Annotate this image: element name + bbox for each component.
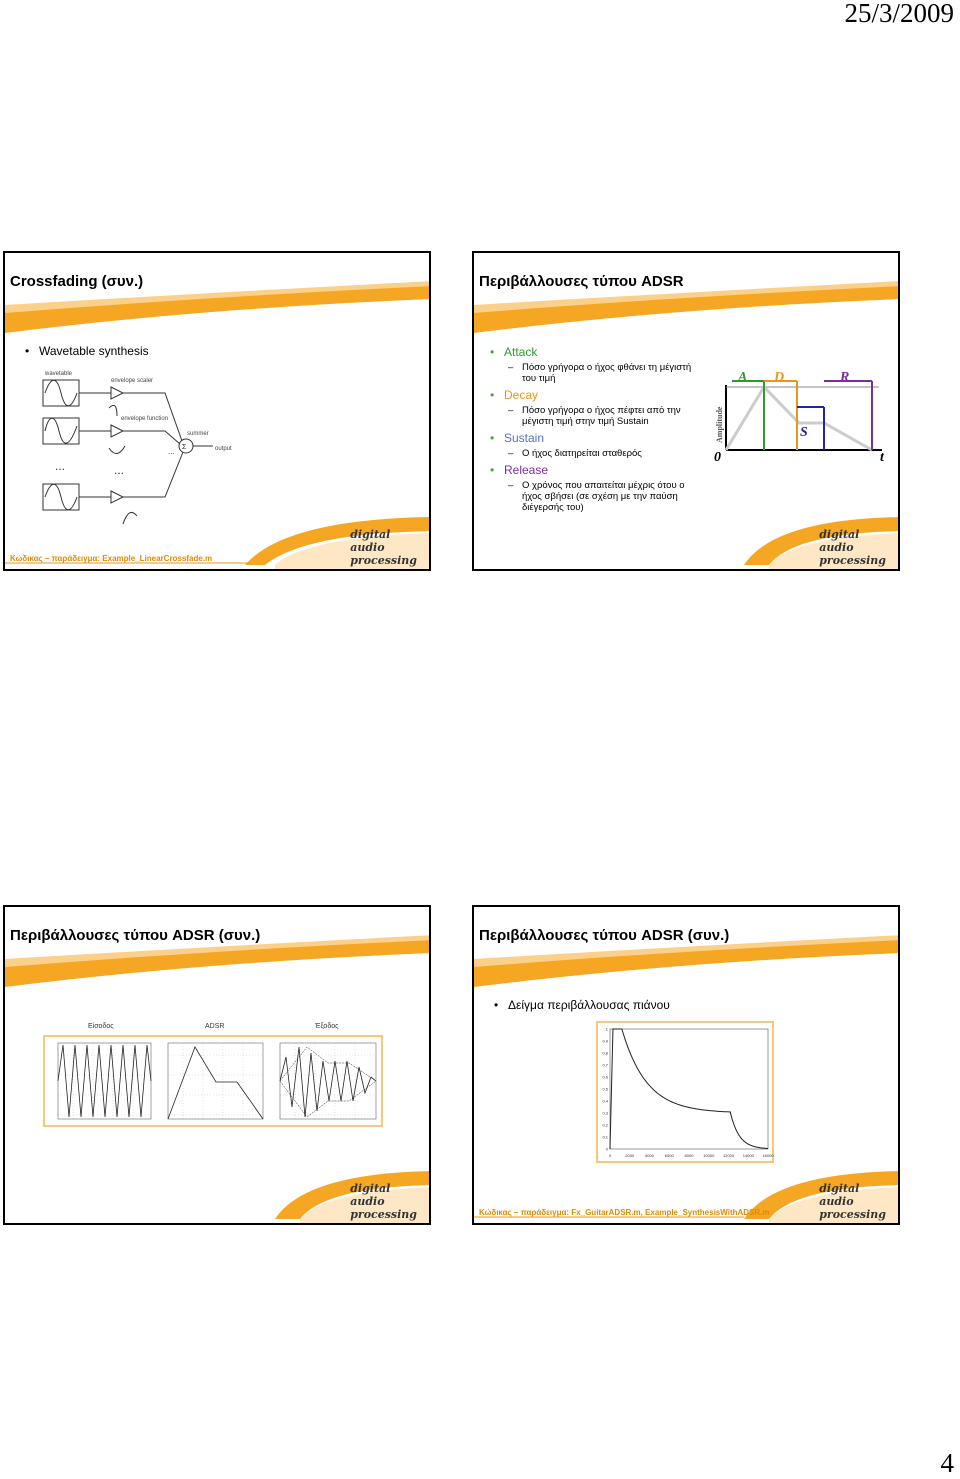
bullet-piano-envelope: • Δείγμα περιβάλλουσας πιάνου [494,998,670,1012]
adsr-letter-r: R [840,370,850,385]
desc-release: – Ο χρόνος που απαιτείται μέχρις ότου ο ήχος σβήσει (σε σχέση με την παύση διέγερσής του) [490,480,705,513]
diagram-label-scaler: envelope scaler [111,378,154,384]
piano-x-tick: 0 [608,1153,612,1158]
bullet-decay: • Decay [490,388,705,402]
piano-y-tick: 0.4 [602,1098,608,1104]
diagram-dots-2: ... [114,463,125,477]
wavetable-diagram [35,366,245,526]
piano-x-tick: 2000 [625,1153,635,1158]
adsr-io-figure [43,1035,383,1127]
piano-y-tick: 0.2 [602,1122,608,1128]
adsr-diagram [704,365,894,475]
piano-x-tick: 16000 [762,1153,774,1158]
piano-x-tick: 8000 [684,1153,694,1158]
adsr-letter-d: D [774,370,785,385]
panel-label-output: Έξοδος [315,1023,339,1030]
piano-y-tick: 0.7 [602,1062,608,1068]
slide-adsr-cont-2 [472,905,900,1225]
piano-x-tick: 12000 [722,1153,735,1158]
diagram-label-wavetable: wavetable [45,371,73,377]
slide-adsr [472,251,900,571]
title-swoosh [474,907,900,987]
title-swoosh [5,253,431,333]
adsr-t-label: t [880,450,884,465]
desc-decay: – Πόσο γρήγορα ο ήχος πέφτει από την μέγιστη τιμή στην τιμή Sustain [490,405,705,427]
piano-y-tick: 0.8 [602,1050,608,1056]
bullet-sustain: • Sustain [490,431,705,445]
piano-x-tick: 4000 [645,1153,654,1158]
slide-title: Crossfading (συν.) [10,273,144,290]
piano-y-tick: 0.3 [602,1110,608,1116]
piano-y-tick: 0 [605,1146,608,1152]
adsr-letter-s: S [800,425,808,440]
slide-title: Περιβάλλουσες τύπου ADSR (συν.) [479,927,730,944]
page-number: 4 [940,1448,954,1478]
desc-attack: – Πόσο γρήγορα ο ήχος φθάνει τη μέγιστή του τιμή [490,362,705,384]
title-swoosh [474,253,900,333]
diagram-label-function: envelope function [121,416,169,422]
slide-adsr-cont-1 [3,905,431,1225]
code-note: Κώδικας – παράδειγμα: Example_LinearCrossfade.m [10,554,213,563]
piano-envelope-plot [596,1021,774,1163]
bullet-attack: • Attack [490,345,705,359]
piano-y-tick: 0.6 [602,1074,608,1080]
piano-y-tick: 1 [605,1026,608,1032]
diagram-label-summer: summer [187,431,209,437]
bullet-release: • Release [490,463,705,477]
code-note: Κώδικας – παράδειγμα: Fx_GuitarADSR.m, Example_SynthesisWithADSR.m [479,1208,770,1217]
dap-logo: digital audio processing [350,1182,417,1221]
dap-logo: digital audio processing [350,528,417,567]
adsr-origin: 0 [714,450,721,465]
dap-logo: digital audio processing [819,528,886,567]
adsr-letter-a: A [738,370,748,385]
adsr-amplitude-label: Amplitude [715,406,724,443]
page-date: 25/3/2009 [844,0,954,28]
dap-logo: digital audio processing [819,1182,886,1221]
diagram-dots-1: ... [55,459,66,473]
piano-x-tick: 6000 [664,1153,674,1158]
piano-y-tick: 0.5 [602,1086,608,1092]
diagram-label-output: output [215,446,232,452]
slide-title: Περιβάλλουσες τύπου ADSR [479,273,684,290]
piano-y-tick: 0.1 [602,1134,608,1140]
slide-crossfading [3,251,431,571]
diagram-sigma: Σ [182,444,187,451]
piano-x-tick: 10000 [703,1153,715,1158]
piano-y-tick: 0.9 [602,1038,608,1044]
piano-x-tick: 14000 [742,1153,754,1158]
bullet-wavetable: • Wavetable synthesis [25,344,149,358]
panel-label-adsr: ADSR [205,1023,225,1030]
title-swoosh [5,907,431,987]
desc-sustain: – Ο ήχος διατηρείται σταθερός [490,448,705,459]
panel-label-input: Είσοδος [88,1023,114,1030]
diagram-dots-3: ... [168,447,175,456]
slide-title: Περιβάλλουσες τύπου ADSR (συν.) [10,927,261,944]
